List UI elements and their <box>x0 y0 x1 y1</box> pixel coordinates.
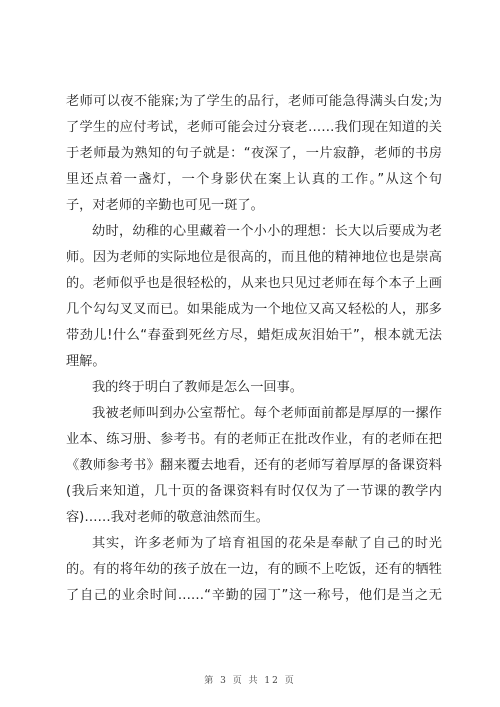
text-line: 于老师最为熟知的句子就是：“夜深了，一片寂静，老师的书房 <box>66 146 442 161</box>
text-line: 老师可以夜不能寐;为了学生的品行，老师可能急得满头白发;为 <box>66 94 442 109</box>
text-line: 带劲儿!什么“春蚕到死丝方尽，蜡炬成灰泪始干”，根本就无法 <box>66 328 442 343</box>
text-line: (我后来知道，几十页的备课资料有时仅仅为了一节课的教学内 <box>66 484 442 499</box>
text-line: 《教师参考书》翻来覆去地看，还有的老师写着厚厚的备课资料 <box>66 458 442 473</box>
document-body <box>66 89 442 609</box>
text-line: 的。有的将年幼的孩子放在一边，有的顾不上吃饭，还有的牺牲 <box>66 562 442 577</box>
text-line: 其实，许多老师为了培育祖国的花朵是奉献了自己的时光 <box>92 536 442 551</box>
text-line: 容)……我对老师的敬意油然而生。 <box>66 510 269 525</box>
text-line: 师。因为老师的实际地位是很高的，而且他的精神地位也是崇高 <box>66 250 442 265</box>
text-line: 幼时，幼稚的心里藏着一个小小的理想：长大以后要成为老 <box>92 224 442 239</box>
text-line: 里还点着一盏灯，一个身影伏在案上认真的工作。”从这个句 <box>66 172 442 187</box>
page-number-footer: 第 3 页 共 12 页 <box>204 676 296 686</box>
text-line: 业本、练习册、参考书。有的老师正在批改作业，有的老师在把 <box>66 432 442 447</box>
text-line: 我被老师叫到办公室帮忙。每个老师面前都是厚厚的一摞作 <box>92 406 442 421</box>
text-line: 理解。 <box>66 354 106 369</box>
text-line: 子，对老师的辛勤也可见一斑了。 <box>66 198 264 213</box>
text-line: 我的终于明白了教师是怎么一回事。 <box>92 380 303 395</box>
text-line: 几个勾勾叉叉而已。如果能成为一个地位又高又轻松的人，那多 <box>66 302 442 317</box>
text-line: 了学生的应付考试，老师可能会过分衰老……我们现在知道的关 <box>66 120 442 135</box>
text-line: 了自己的业余时间……“辛勤的园丁”这一称号，他们是当之无 <box>66 588 442 603</box>
text-line: 的。老师似乎也是很轻松的，从来也只见过老师在每个本子上画 <box>66 276 442 291</box>
